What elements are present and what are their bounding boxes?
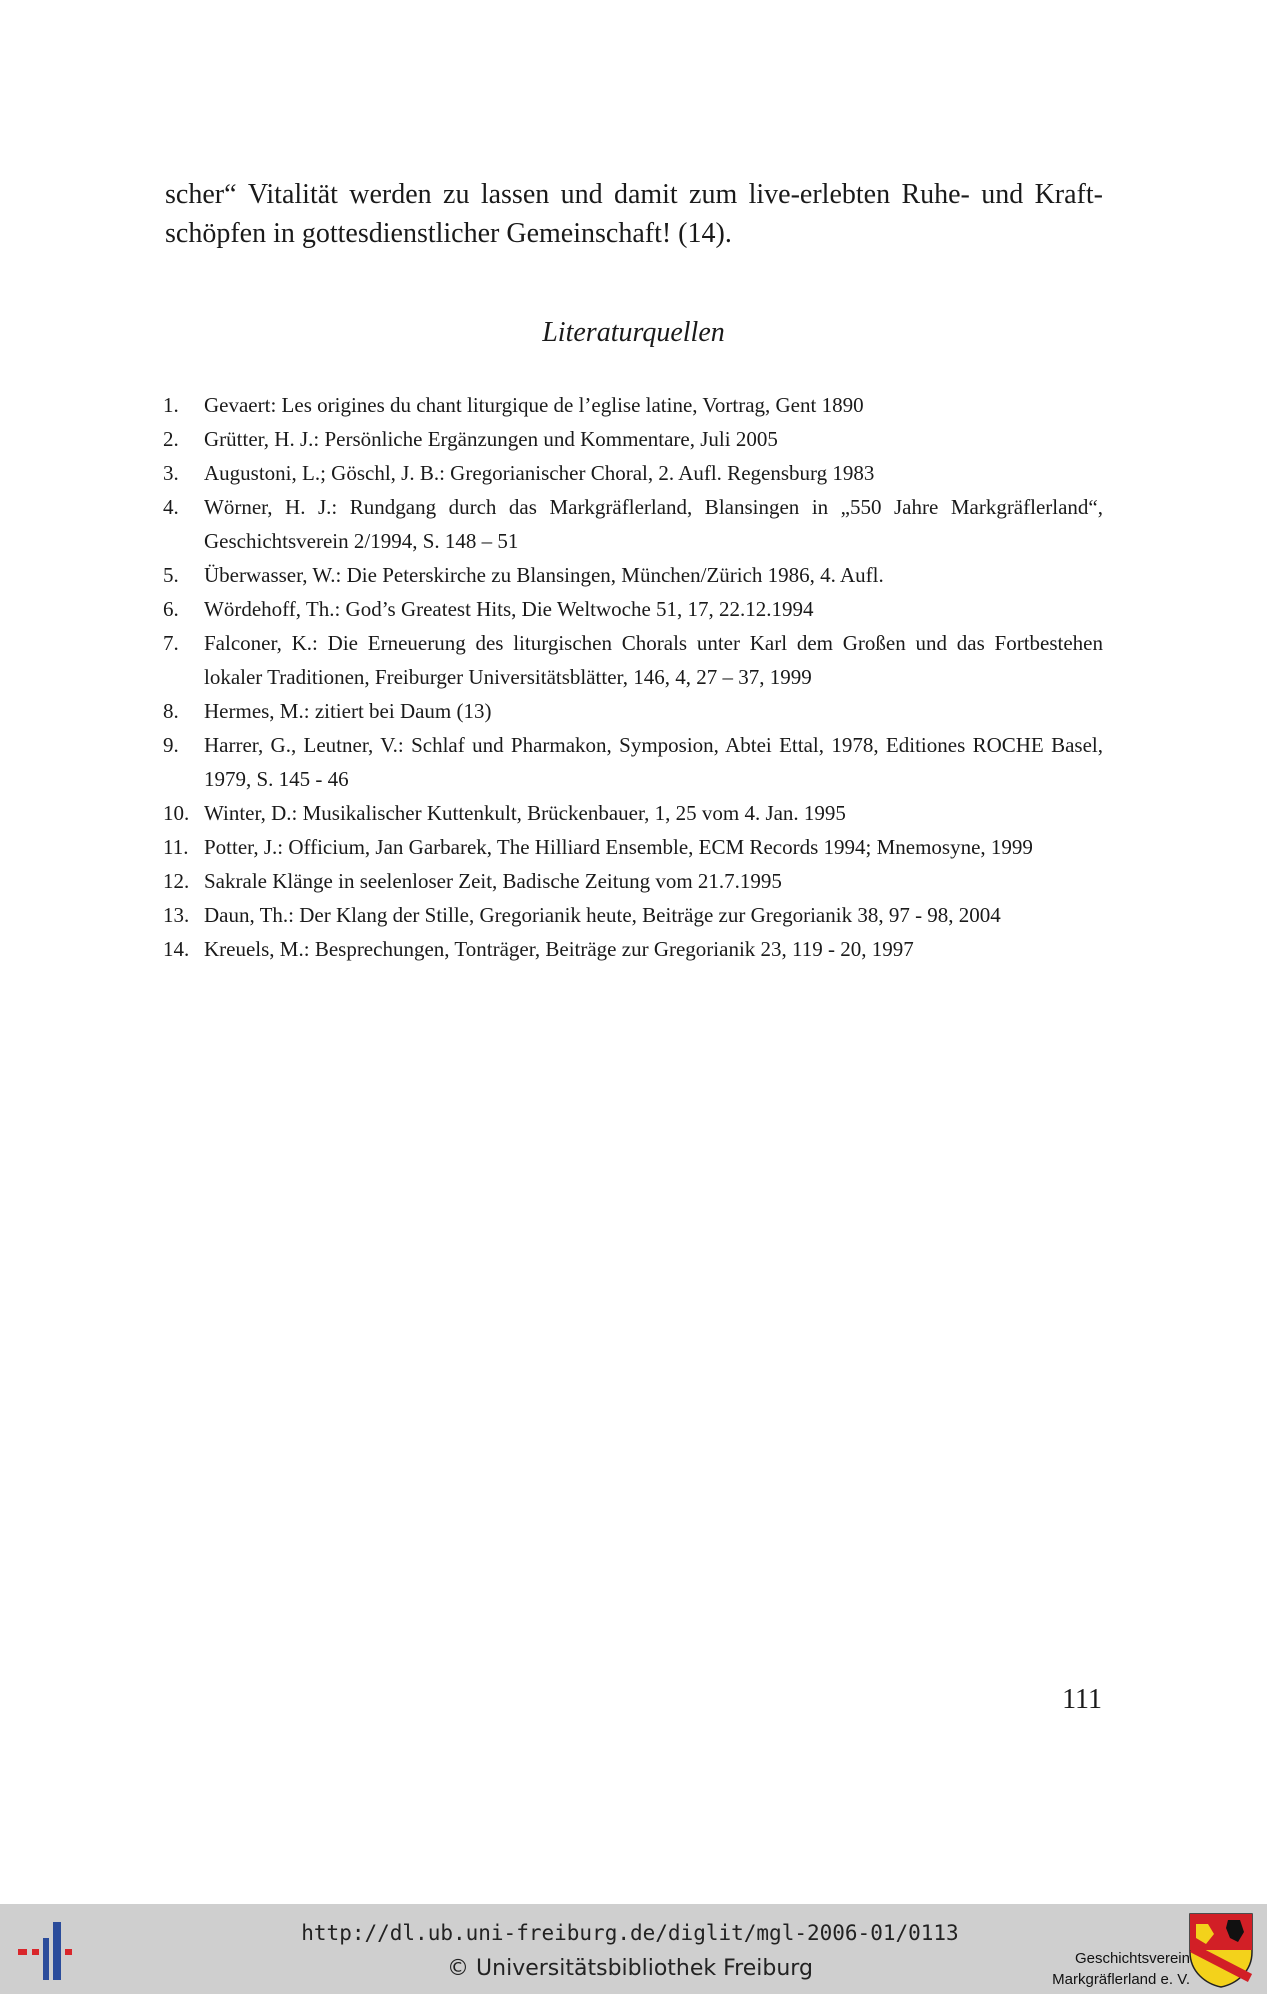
intro-word: Vitalität — [247, 179, 338, 210]
reference-text: Falconer, K.: Die Erneuerung des liturgischen Chorals unter Karl dem Großen und das Fortbestehen lokaler Traditionen, Freiburger Universitätsblätter, 146, 4, 27 – 37, 1999 — [204, 631, 1103, 689]
reference-item — [163, 898, 1103, 932]
reference-number: 6. — [163, 597, 179, 621]
reference-text: Winter, D.: Musikalischer Kuttenkult, Brückenbauer, 1, 25 vom 4. Jan. 1995 — [204, 801, 846, 825]
reference-item — [163, 728, 1103, 796]
intro-word: damit — [613, 179, 678, 210]
reference-item — [163, 558, 1103, 592]
intro-line-1 — [165, 175, 1103, 214]
reference-number: 2. — [163, 427, 179, 451]
reference-number: 14. — [163, 937, 190, 961]
intro-word: live-erlebten — [748, 179, 891, 210]
reference-number: 10. — [163, 801, 190, 825]
reference-item — [163, 626, 1103, 694]
reference-item — [163, 490, 1103, 558]
reference-text: Sakrale Klänge in seelenloser Zeit, Badische Zeitung vom 21.7.1995 — [204, 869, 782, 893]
reference-number: 4. — [163, 495, 179, 519]
intro-word: Kraft- — [1034, 179, 1103, 210]
reference-text: Grütter, H. J.: Persönliche Ergänzungen und Kommentare, Juli 2005 — [204, 427, 778, 451]
intro-word: lassen — [480, 179, 550, 210]
reference-item — [163, 422, 1103, 456]
reference-number: 12. — [163, 869, 190, 893]
reference-item — [163, 388, 1103, 422]
reference-number: 9. — [163, 733, 179, 757]
reference-text: Harrer, G., Leutner, V.: Schlaf und Pharmakon, Symposion, Abtei Ettal, 1978, Editiones ROCHE Basel, 1979, S. 145 - 46 — [204, 733, 1103, 791]
intro-word: und — [981, 179, 1024, 210]
reference-text: Überwasser, W.: Die Peterskirche zu Blansingen, München/Zürich 1986, 4. Aufl. — [204, 563, 884, 587]
reference-number: 5. — [163, 563, 179, 587]
reference-text: Daun, Th.: Der Klang der Stille, Gregorianik heute, Beiträge zur Gregorianik 38, 97 - 98, 2004 — [204, 903, 1001, 927]
reference-number: 11. — [163, 835, 189, 859]
ub-freiburg-logo-icon[interactable] — [18, 1916, 82, 1982]
reference-item — [163, 796, 1103, 830]
reference-item — [163, 864, 1103, 898]
reference-list — [163, 388, 1103, 966]
society-name — [1000, 1948, 1190, 1990]
intro-line-2: schöpfen in gottesdienstlicher Gemeinschaft! (14). — [165, 218, 732, 249]
section-title: Literaturquellen — [542, 317, 725, 348]
intro-word: zu — [443, 179, 470, 210]
reference-text: Gevaert: Les origines du chant liturgique de l’eglise latine, Vortrag, Gent 1890 — [204, 393, 864, 417]
copyright-text: © Universitätsbibliothek Freiburg — [447, 1956, 813, 1981]
reference-number: 13. — [163, 903, 190, 927]
reference-text: Hermes, M.: zitiert bei Daum (13) — [204, 699, 492, 723]
society-name-line: Geschichtsverein — [1074, 1950, 1190, 1967]
reference-text: Potter, J.: Officium, Jan Garbarek, The Hilliard Ensemble, ECM Records 1994; Mnemosyne, 1999 — [204, 835, 1033, 859]
reference-item — [163, 694, 1103, 728]
reference-item — [163, 456, 1103, 490]
reference-item — [163, 592, 1103, 626]
reference-number: 1. — [163, 393, 179, 417]
document-url-link[interactable]: http://dl.ub.uni-freiburg.de/diglit/mgl-2006-01/0113 — [301, 1921, 959, 1945]
reference-number: 3. — [163, 461, 179, 485]
intro-word: werden — [349, 179, 432, 210]
reference-number: 8. — [163, 699, 179, 723]
intro-word: zum — [689, 179, 738, 210]
society-name-line: Markgräflerland e. V. — [1052, 1971, 1190, 1988]
coat-of-arms-icon — [1188, 1912, 1254, 1988]
logo-bar — [65, 1949, 72, 1955]
logo-bar — [53, 1922, 61, 1980]
reference-text: Wörner, H. J.: Rundgang durch das Markgräflerland, Blansingen in „550 Jahre Markgräflerland“, Geschichtsverein 2/1994, S. 148 – 51 — [204, 495, 1103, 553]
reference-item — [163, 830, 1103, 864]
reference-text: Wördehoff, Th.: God’s Greatest Hits, Die Weltwoche 51, 17, 22.12.1994 — [204, 597, 814, 621]
reference-text: Kreuels, M.: Besprechungen, Tonträger, Beiträge zur Gregorianik 23, 119 - 20, 1997 — [204, 937, 914, 961]
reference-number: 7. — [163, 631, 179, 655]
reference-text: Augustoni, L.; Göschl, J. B.: Gregorianischer Choral, 2. Aufl. Regensburg 1983 — [204, 461, 875, 485]
logo-bar — [43, 1938, 49, 1980]
intro-word: und — [560, 179, 603, 210]
logo-bar — [18, 1949, 27, 1955]
intro-paragraph — [165, 175, 1103, 253]
footer-bar — [0, 1904, 1267, 1994]
intro-word: scher“ — [165, 179, 237, 210]
page-number: 111 — [1062, 1684, 1102, 1715]
intro-word: Ruhe- — [901, 179, 970, 210]
logo-bar — [32, 1949, 39, 1955]
reference-item — [163, 932, 1103, 966]
